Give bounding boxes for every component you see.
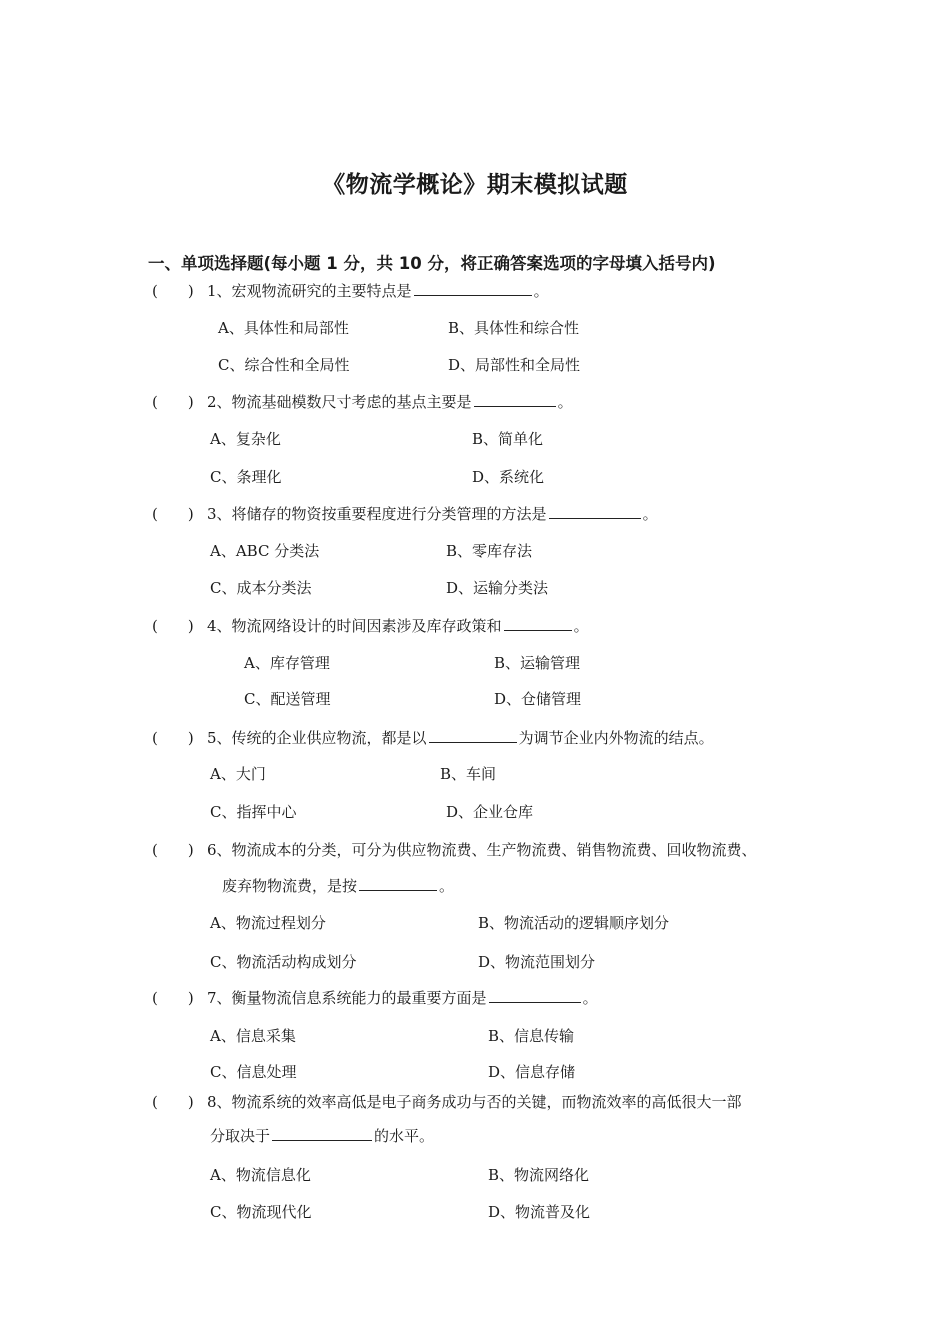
answer-blank <box>549 504 641 519</box>
question-stem: 7、衡量物流信息系统能力的最重要方面是 。 <box>207 989 598 1007</box>
option-a: A、物流过程划分 <box>210 914 326 932</box>
answer-blank <box>504 616 572 631</box>
option-a: A、信息采集 <box>210 1027 296 1045</box>
option-d: D、企业仓库 <box>446 803 534 821</box>
answer-blank <box>429 728 517 743</box>
option-b: B、零库存法 <box>446 542 533 560</box>
section-heading: 一、单项选择题(每小题 1 分，共 10 分，将正确答案选项的字母填入括号内) <box>148 254 716 273</box>
question-stem: 2、物流基础模数尺寸考虑的基点主要是 。 <box>207 393 573 411</box>
question-stem: 4、物流网络设计的时间因素涉及库存政策和 。 <box>207 617 589 635</box>
option-c: C、配送管理 <box>244 690 331 708</box>
answer-blank <box>414 281 532 296</box>
option-a: A、物流信息化 <box>210 1166 311 1184</box>
option-b: B、车间 <box>440 765 497 783</box>
question-stem: 6、物流成本的分类，可分为供应物流费、生产物流费、销售物流费、回收物流费、 <box>207 841 757 859</box>
option-b: B、物流活动的逻辑顺序划分 <box>478 914 670 932</box>
option-b: B、运输管理 <box>494 654 581 672</box>
option-d: D、物流范围划分 <box>478 953 596 971</box>
answer-paren[interactable]: ( ) <box>152 393 194 411</box>
option-c: C、信息处理 <box>210 1063 297 1081</box>
option-d: D、局部性和全局性 <box>448 356 581 374</box>
option-a: A、具体性和局部性 <box>218 319 349 337</box>
page-title: 《物流学概论》期末模拟试题 <box>322 172 628 198</box>
question-stem-continued: 分取决于 的水平。 <box>210 1127 435 1145</box>
answer-paren[interactable]: ( ) <box>152 841 194 859</box>
option-b: B、信息传输 <box>488 1027 575 1045</box>
answer-blank <box>474 392 556 407</box>
option-d: D、仓储管理 <box>494 690 582 708</box>
answer-paren[interactable]: ( ) <box>152 729 194 747</box>
option-d: D、运输分类法 <box>446 579 549 597</box>
answer-paren[interactable]: ( ) <box>152 282 194 300</box>
answer-paren[interactable]: ( ) <box>152 617 194 635</box>
question-stem: 5、传统的企业供应物流，都是以 为调节企业内外物流的结点。 <box>207 729 714 747</box>
option-c: C、指挥中心 <box>210 803 297 821</box>
question-stem: 3、将储存的物资按重要程度进行分类管理的方法是 。 <box>207 505 658 523</box>
answer-blank <box>359 876 437 891</box>
question-stem: 8、物流系统的效率高低是电子商务成功与否的关键，而物流效率的高低很大一部 <box>207 1093 742 1111</box>
option-a: A、复杂化 <box>210 430 281 448</box>
question-stem: 1、宏观物流研究的主要特点是 。 <box>207 282 549 300</box>
option-b: B、简单化 <box>472 430 544 448</box>
option-c: C、成本分类法 <box>210 579 312 597</box>
option-a: A、大门 <box>210 765 266 783</box>
option-c: C、物流活动构成划分 <box>210 953 357 971</box>
option-d: D、物流普及化 <box>488 1203 591 1221</box>
option-a: A、ABC 分类法 <box>210 542 320 560</box>
answer-paren[interactable]: ( ) <box>152 505 194 523</box>
option-c: C、物流现代化 <box>210 1203 312 1221</box>
answer-blank <box>489 988 581 1003</box>
option-c: C、条理化 <box>210 468 282 486</box>
answer-paren[interactable]: ( ) <box>152 1093 194 1111</box>
option-a: A、库存管理 <box>244 654 330 672</box>
option-b: B、物流网络化 <box>488 1166 590 1184</box>
answer-paren[interactable]: ( ) <box>152 989 194 1007</box>
option-d: D、信息存储 <box>488 1063 576 1081</box>
answer-blank <box>272 1126 372 1141</box>
question-stem-continued: 废弃物物流费，是按 。 <box>222 877 455 895</box>
option-b: B、具体性和综合性 <box>448 319 580 337</box>
option-d: D、系统化 <box>472 468 545 486</box>
option-c: C、综合性和全局性 <box>218 356 350 374</box>
